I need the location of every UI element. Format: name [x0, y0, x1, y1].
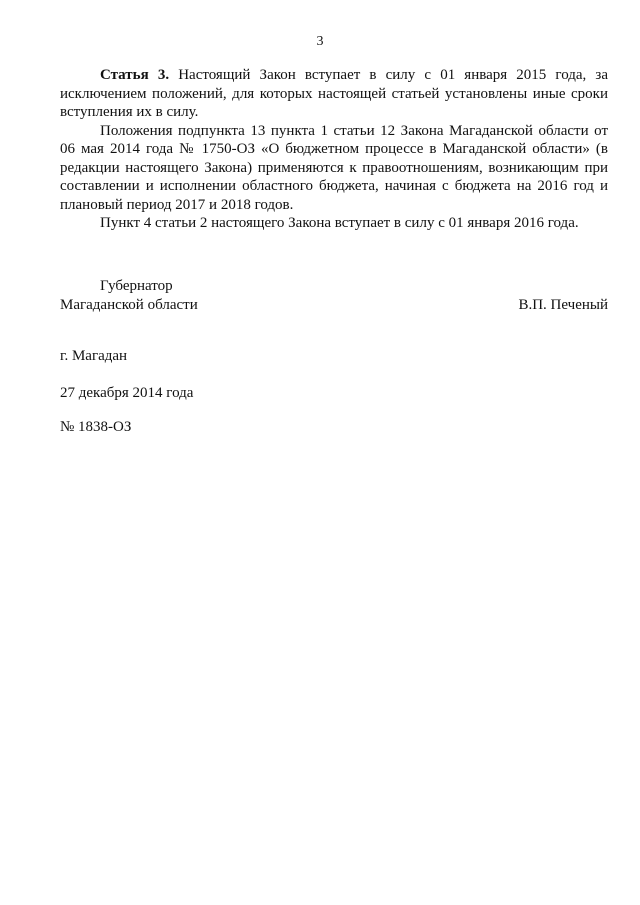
date-of-signing: 27 декабря 2014 года: [60, 385, 194, 401]
signature-block: [60, 277, 608, 314]
place-of-signing: г. Магадан: [60, 348, 128, 364]
signature-row: [60, 296, 608, 315]
article-text: Настоящий Закон вступает в силу с 01 января 2015 года, за исключением положений, для которых настоящей статьей установлены иные сроки вступления их в силу.: [60, 67, 609, 120]
page-number: 3: [316, 34, 324, 49]
law-number: № 1838-ОЗ: [60, 419, 132, 435]
paragraph-2: Положения подпункта 13 пункта 1 статьи 12 Закона Магаданской области от 06 мая 2014 года № 1750-ОЗ «О бюджетном процессе в Магаданской области» (в редакции настоящего Закона) применяются к правоотношениям, возникающим при составлении и исполнении областного бюджета, начиная с бюджета на 2016 год и плановый период 2017 и 2018 годов.: [60, 122, 608, 213]
document-body: [60, 66, 608, 233]
paragraph-3: Пункт 4 статьи 2 настоящего Закона вступает в силу с 01 января 2016 года.: [100, 215, 579, 231]
signatory-name: В.П. Печеный: [518, 296, 608, 313]
signatory-title-line2: Магаданской области: [60, 296, 198, 313]
article-label: Статья 3.: [100, 67, 170, 83]
signatory-title-line1: Губернатор: [100, 278, 173, 294]
article-3-paragraph: [60, 66, 608, 122]
